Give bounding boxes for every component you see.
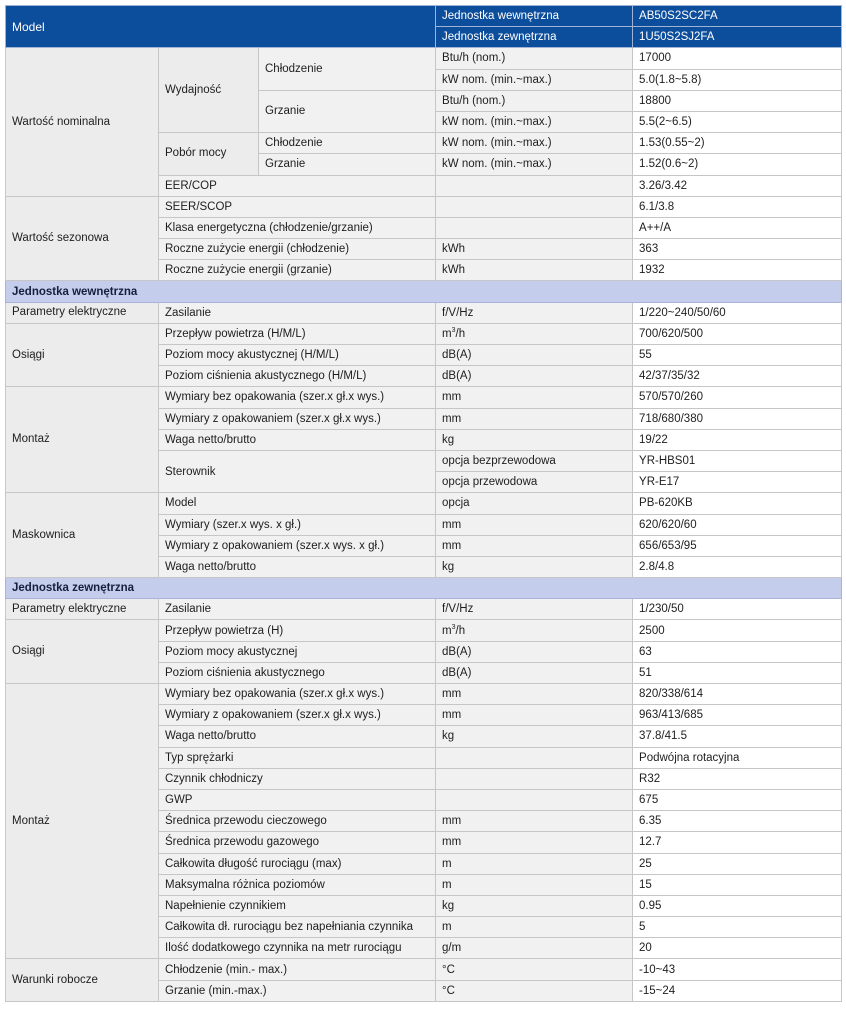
value-cell: 820/338/614 bbox=[633, 684, 842, 705]
value-cell: -15~24 bbox=[633, 980, 842, 1001]
unit-cell bbox=[436, 620, 633, 641]
param-label: Roczne zużycie energii (chłodzenie) bbox=[159, 239, 436, 260]
indoor-unit-label: Jednostka wewnętrzna bbox=[436, 6, 633, 27]
param-label: GWP bbox=[159, 789, 436, 810]
performance-group-label: Osiągi bbox=[6, 620, 159, 684]
value-cell: YR-HBS01 bbox=[633, 450, 842, 471]
unit-cell: kWh bbox=[436, 260, 633, 281]
value-cell: YR-E17 bbox=[633, 472, 842, 493]
unit-cell: dB(A) bbox=[436, 662, 633, 683]
unit-superscript: 3 bbox=[451, 623, 456, 631]
unit-cell: mm bbox=[436, 705, 633, 726]
unit-cell: m bbox=[436, 917, 633, 938]
value-cell: 1/220~240/50/60 bbox=[633, 302, 842, 323]
section-title: Jednostka zewnętrzna bbox=[6, 578, 842, 599]
table-row bbox=[6, 387, 842, 408]
param-label: Roczne zużycie energii (grzanie) bbox=[159, 260, 436, 281]
header-row bbox=[6, 6, 842, 27]
value-cell: 19/22 bbox=[633, 429, 842, 450]
param-label: Waga netto/brutto bbox=[159, 429, 436, 450]
unit-cell bbox=[436, 789, 633, 810]
unit-cell: m bbox=[436, 853, 633, 874]
value-cell: 17000 bbox=[633, 48, 842, 69]
unit-rest: /h bbox=[455, 624, 466, 637]
value-cell: 37.8/41.5 bbox=[633, 726, 842, 747]
value-cell: Podwójna rotacyjna bbox=[633, 747, 842, 768]
param-label: Całkowita długość rurociągu (max) bbox=[159, 853, 436, 874]
param-label: Zasilanie bbox=[159, 302, 436, 323]
power-heating-label: Grzanie bbox=[259, 154, 436, 175]
param-label: Poziom mocy akustycznej (H/M/L) bbox=[159, 345, 436, 366]
unit-cell: dB(A) bbox=[436, 366, 633, 387]
unit-rest: /h bbox=[455, 327, 466, 340]
unit-cell: kg bbox=[436, 556, 633, 577]
param-label: Średnica przewodu gazowego bbox=[159, 832, 436, 853]
value-cell: 42/37/35/32 bbox=[633, 366, 842, 387]
table-row bbox=[6, 620, 842, 641]
section-header-indoor bbox=[6, 281, 842, 302]
param-label: Wymiary z opakowaniem (szer.x gł.x wys.) bbox=[159, 408, 436, 429]
param-label: Wymiary bez opakowania (szer.x gł.x wys.) bbox=[159, 684, 436, 705]
value-cell: 1.52(0.6~2) bbox=[633, 154, 842, 175]
value-cell: 5.5(2~6.5) bbox=[633, 111, 842, 132]
unit-superscript: 3 bbox=[451, 327, 456, 335]
param-label: Ilość dodatkowego czynnika na metr rurociągu bbox=[159, 938, 436, 959]
unit-cell bbox=[436, 323, 633, 344]
table-row bbox=[6, 959, 842, 980]
value-cell: 700/620/500 bbox=[633, 323, 842, 344]
value-cell: 1932 bbox=[633, 260, 842, 281]
table-row bbox=[6, 493, 842, 514]
param-label: Poziom mocy akustycznej bbox=[159, 641, 436, 662]
unit-cell: kW nom. (min.~max.) bbox=[436, 154, 633, 175]
param-label: Czynnik chłodniczy bbox=[159, 768, 436, 789]
param-label: SEER/SCOP bbox=[159, 196, 436, 217]
value-cell: 620/620/60 bbox=[633, 514, 842, 535]
unit-cell: opcja przewodowa bbox=[436, 472, 633, 493]
unit-cell: f/V/Hz bbox=[436, 599, 633, 620]
value-cell: 5.0(1.8~5.8) bbox=[633, 69, 842, 90]
value-cell: 570/570/260 bbox=[633, 387, 842, 408]
value-cell: 2.8/4.8 bbox=[633, 556, 842, 577]
value-cell: 3.26/3.42 bbox=[633, 175, 842, 196]
unit-cell: °C bbox=[436, 980, 633, 1001]
value-cell: 63 bbox=[633, 641, 842, 662]
param-label: Poziom ciśnienia akustycznego (H/M/L) bbox=[159, 366, 436, 387]
unit-cell: kW nom. (min.~max.) bbox=[436, 69, 633, 90]
unit-base: m bbox=[442, 327, 452, 340]
param-label: Poziom ciśnienia akustycznego bbox=[159, 662, 436, 683]
value-cell: 15 bbox=[633, 874, 842, 895]
controller-label: Sterownik bbox=[159, 450, 436, 492]
unit-cell: kW nom. (min.~max.) bbox=[436, 133, 633, 154]
table-row bbox=[6, 302, 842, 323]
unit-cell: Btu/h (nom.) bbox=[436, 48, 633, 69]
value-cell: 0.95 bbox=[633, 895, 842, 916]
model-label: Model bbox=[6, 6, 436, 48]
value-cell: 1.53(0.55~2) bbox=[633, 133, 842, 154]
unit-cell: f/V/Hz bbox=[436, 302, 633, 323]
unit-base: m bbox=[442, 624, 452, 637]
param-label: Całkowita dł. rurociągu bez napełniania czynnika bbox=[159, 917, 436, 938]
table-row bbox=[6, 323, 842, 344]
param-label: Zasilanie bbox=[159, 599, 436, 620]
param-label: Waga netto/brutto bbox=[159, 726, 436, 747]
value-cell: 1/230/50 bbox=[633, 599, 842, 620]
unit-cell: mm bbox=[436, 832, 633, 853]
value-cell: -10~43 bbox=[633, 959, 842, 980]
value-cell: 2500 bbox=[633, 620, 842, 641]
table-row bbox=[6, 599, 842, 620]
unit-cell: mm bbox=[436, 387, 633, 408]
unit-cell: Btu/h (nom.) bbox=[436, 90, 633, 111]
unit-cell: opcja bezprzewodowa bbox=[436, 450, 633, 471]
param-label: Waga netto/brutto bbox=[159, 556, 436, 577]
unit-cell: kg bbox=[436, 895, 633, 916]
param-label: Napełnienie czynnikiem bbox=[159, 895, 436, 916]
value-cell: PB-620KB bbox=[633, 493, 842, 514]
param-label: Średnica przewodu cieczowego bbox=[159, 811, 436, 832]
table-row bbox=[6, 684, 842, 705]
value-cell: 363 bbox=[633, 239, 842, 260]
param-label: Przepływ powietrza (H/M/L) bbox=[159, 323, 436, 344]
unit-cell: kWh bbox=[436, 239, 633, 260]
unit-cell: m bbox=[436, 874, 633, 895]
operating-group-label: Warunki robocze bbox=[6, 959, 159, 1001]
param-label: Chłodzenie (min.- max.) bbox=[159, 959, 436, 980]
outdoor-unit-model: 1U50S2SJ2FA bbox=[633, 27, 842, 48]
capacity-cooling-label: Chłodzenie bbox=[259, 48, 436, 90]
unit-cell: mm bbox=[436, 684, 633, 705]
param-label: Model bbox=[159, 493, 436, 514]
outdoor-unit-label: Jednostka zewnętrzna bbox=[436, 27, 633, 48]
section-title: Jednostka wewnętrzna bbox=[6, 281, 842, 302]
table-row bbox=[6, 48, 842, 69]
value-cell: 718/680/380 bbox=[633, 408, 842, 429]
unit-cell bbox=[436, 196, 633, 217]
capacity-heating-label: Grzanie bbox=[259, 90, 436, 132]
value-cell: 656/653/95 bbox=[633, 535, 842, 556]
param-label: Typ sprężarki bbox=[159, 747, 436, 768]
param-label: Wymiary z opakowaniem (szer.x wys. x gł.) bbox=[159, 535, 436, 556]
param-label: Klasa energetyczna (chłodzenie/grzanie) bbox=[159, 217, 436, 238]
unit-cell: mm bbox=[436, 514, 633, 535]
unit-cell bbox=[436, 175, 633, 196]
eer-cop-label: EER/COP bbox=[159, 175, 436, 196]
value-cell: 51 bbox=[633, 662, 842, 683]
unit-cell: g/m bbox=[436, 938, 633, 959]
unit-cell: °C bbox=[436, 959, 633, 980]
mounting-group-label: Montaż bbox=[6, 684, 159, 959]
param-label: Przepływ powietrza (H) bbox=[159, 620, 436, 641]
performance-group-label: Osiągi bbox=[6, 323, 159, 387]
value-cell: R32 bbox=[633, 768, 842, 789]
indoor-unit-model: AB50S2SC2FA bbox=[633, 6, 842, 27]
value-cell: 25 bbox=[633, 853, 842, 874]
param-label: Wymiary bez opakowania (szer.x gł.x wys.) bbox=[159, 387, 436, 408]
unit-cell: dB(A) bbox=[436, 345, 633, 366]
panel-group-label: Maskownica bbox=[6, 493, 159, 578]
power-input-label: Pobór mocy bbox=[159, 133, 259, 175]
value-cell: 6.35 bbox=[633, 811, 842, 832]
unit-cell: mm bbox=[436, 811, 633, 832]
param-label: Wymiary (szer.x wys. x gł.) bbox=[159, 514, 436, 535]
value-cell: 20 bbox=[633, 938, 842, 959]
unit-cell: mm bbox=[436, 408, 633, 429]
unit-cell: kg bbox=[436, 726, 633, 747]
value-cell: 6.1/3.8 bbox=[633, 196, 842, 217]
table-row bbox=[6, 196, 842, 217]
value-cell: 55 bbox=[633, 345, 842, 366]
value-cell: 12.7 bbox=[633, 832, 842, 853]
section-header-outdoor bbox=[6, 578, 842, 599]
unit-cell: kg bbox=[436, 429, 633, 450]
value-cell: A++/A bbox=[633, 217, 842, 238]
unit-cell bbox=[436, 747, 633, 768]
nominal-group-label: Wartość nominalna bbox=[6, 48, 159, 196]
electrical-group-label: Parametry elektryczne bbox=[6, 599, 159, 620]
mounting-group-label: Montaż bbox=[6, 387, 159, 493]
value-cell: 675 bbox=[633, 789, 842, 810]
electrical-group-label: Parametry elektryczne bbox=[6, 302, 159, 323]
unit-cell: mm bbox=[436, 535, 633, 556]
seasonal-group-label: Wartość sezonowa bbox=[6, 196, 159, 281]
value-cell: 963/413/685 bbox=[633, 705, 842, 726]
value-cell: 18800 bbox=[633, 90, 842, 111]
param-label: Wymiary z opakowaniem (szer.x gł.x wys.) bbox=[159, 705, 436, 726]
value-cell: 5 bbox=[633, 917, 842, 938]
spec-table bbox=[5, 5, 842, 1002]
power-cooling-label: Chłodzenie bbox=[259, 133, 436, 154]
unit-cell: kW nom. (min.~max.) bbox=[436, 111, 633, 132]
unit-cell: opcja bbox=[436, 493, 633, 514]
unit-cell bbox=[436, 217, 633, 238]
param-label: Maksymalna różnica poziomów bbox=[159, 874, 436, 895]
capacity-label: Wydajność bbox=[159, 48, 259, 133]
unit-cell bbox=[436, 768, 633, 789]
param-label: Grzanie (min.-max.) bbox=[159, 980, 436, 1001]
unit-cell: dB(A) bbox=[436, 641, 633, 662]
